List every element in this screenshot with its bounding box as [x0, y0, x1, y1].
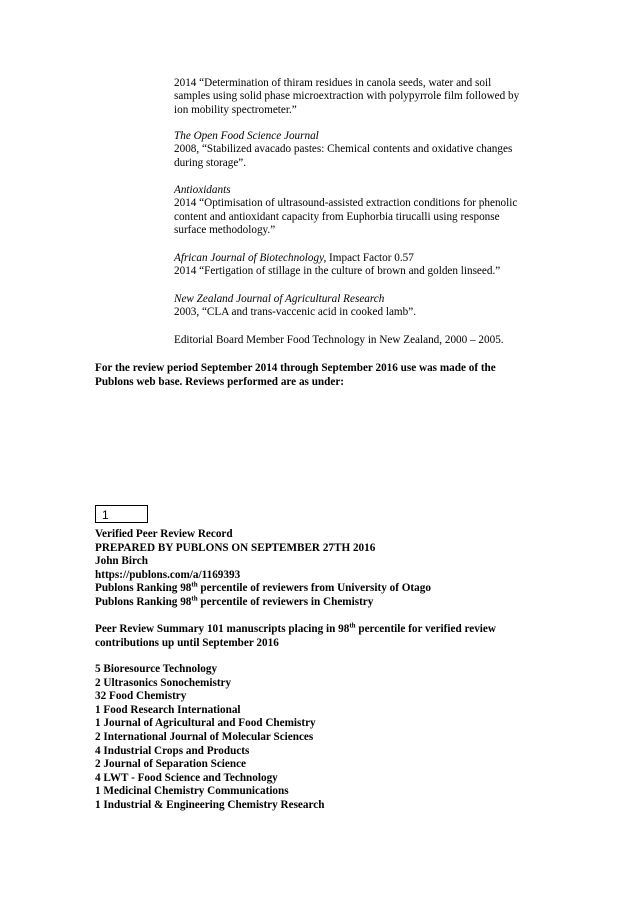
journal-title: African Journal of Biotechnology,	[174, 252, 327, 264]
publication-line: 2008, “Stabilized avacado pastes: Chemical contents and oxidative changes	[174, 143, 513, 156]
publication-line: ion mobility spectrometer.”	[174, 103, 297, 116]
record-prepared: PREPARED BY PUBLONS ON SEPTEMBER 27TH 2016	[95, 541, 376, 554]
publication-line: 2014 “Optimisation of ultrasound-assisted extraction conditions for phenolic	[174, 197, 518, 210]
publication-line: surface methodology.”	[174, 224, 276, 237]
review-intro	[95, 362, 555, 389]
publication-entry	[174, 77, 554, 117]
publication-line: 2014 “Determination of thiram residues in canola seeds, water and soil	[174, 77, 492, 89]
review-intro-line: For the review period September 2014 through September 2016 use was made of the	[95, 362, 496, 374]
journal-list	[95, 663, 324, 813]
publication-line: 2014 “Fertigation of stillage in the culture of brown and golden linseed.”	[174, 265, 501, 278]
ranking-otago: Publons Ranking 98th percentile of reviewers from University of Otago	[95, 580, 431, 595]
journal-item: 32 Food Chemistry	[95, 690, 187, 703]
journal-item: 4 Industrial Crops and Products	[95, 744, 250, 757]
publication-line: content and antioxidant capacity from Euphorbia tirucalli using response	[174, 210, 500, 223]
record-number-box: 1	[95, 505, 148, 523]
publication-line: 2003, “CLA and trans-vaccenic acid in cooked lamb”.	[174, 306, 416, 319]
journal-item: 1 Journal of Agricultural and Food Chemistry	[95, 717, 316, 730]
publication-line: during storage”.	[174, 156, 247, 169]
journal-item: 2 Ultrasonics Sonochemistry	[95, 676, 232, 689]
journal-item: 1 Food Research International	[95, 703, 241, 716]
journal-item: 5 Bioresource Technology	[95, 663, 218, 675]
journal-title: The Open Food Science Journal	[174, 130, 319, 142]
editorial-board: Editorial Board Member Food Technology in New Zealand, 2000 – 2005.	[174, 334, 504, 346]
publication-entry	[174, 184, 554, 238]
impact-factor: Impact Factor 0.57	[326, 252, 414, 264]
journal-item: 2 International Journal of Molecular Sciences	[95, 730, 314, 743]
publication-line: samples using solid phase microextraction with polypyrrole film followed by	[174, 90, 520, 103]
journal-title: New Zealand Journal of Agricultural Research	[174, 293, 385, 305]
journal-item: 1 Medicinal Chemistry Communications	[95, 785, 289, 798]
journal-item: 2 Journal of Separation Science	[95, 758, 247, 771]
record-title: Verified Peer Review Record	[95, 528, 233, 540]
publication-entry	[174, 130, 554, 170]
journal-item: 1 Industrial & Engineering Chemistry Research	[95, 798, 325, 811]
record-url: https://publons.com/a/1169393	[95, 568, 241, 581]
summary-line: contributions up until September 2016	[95, 636, 279, 649]
review-intro-line: Publons web base. Reviews performed are as under:	[95, 375, 345, 388]
publication-entry	[174, 293, 554, 320]
publication-entry	[174, 252, 554, 279]
summary-line: Peer Review Summary 101 manuscripts placing in 98th percentile for verified review	[95, 621, 496, 635]
journal-title: Antioxidants	[174, 184, 231, 196]
ranking-chemistry: Publons Ranking 98th percentile of reviewers in Chemistry	[95, 594, 374, 608]
record-name: John Birch	[95, 555, 148, 568]
journal-item: 4 LWT - Food Science and Technology	[95, 771, 278, 784]
